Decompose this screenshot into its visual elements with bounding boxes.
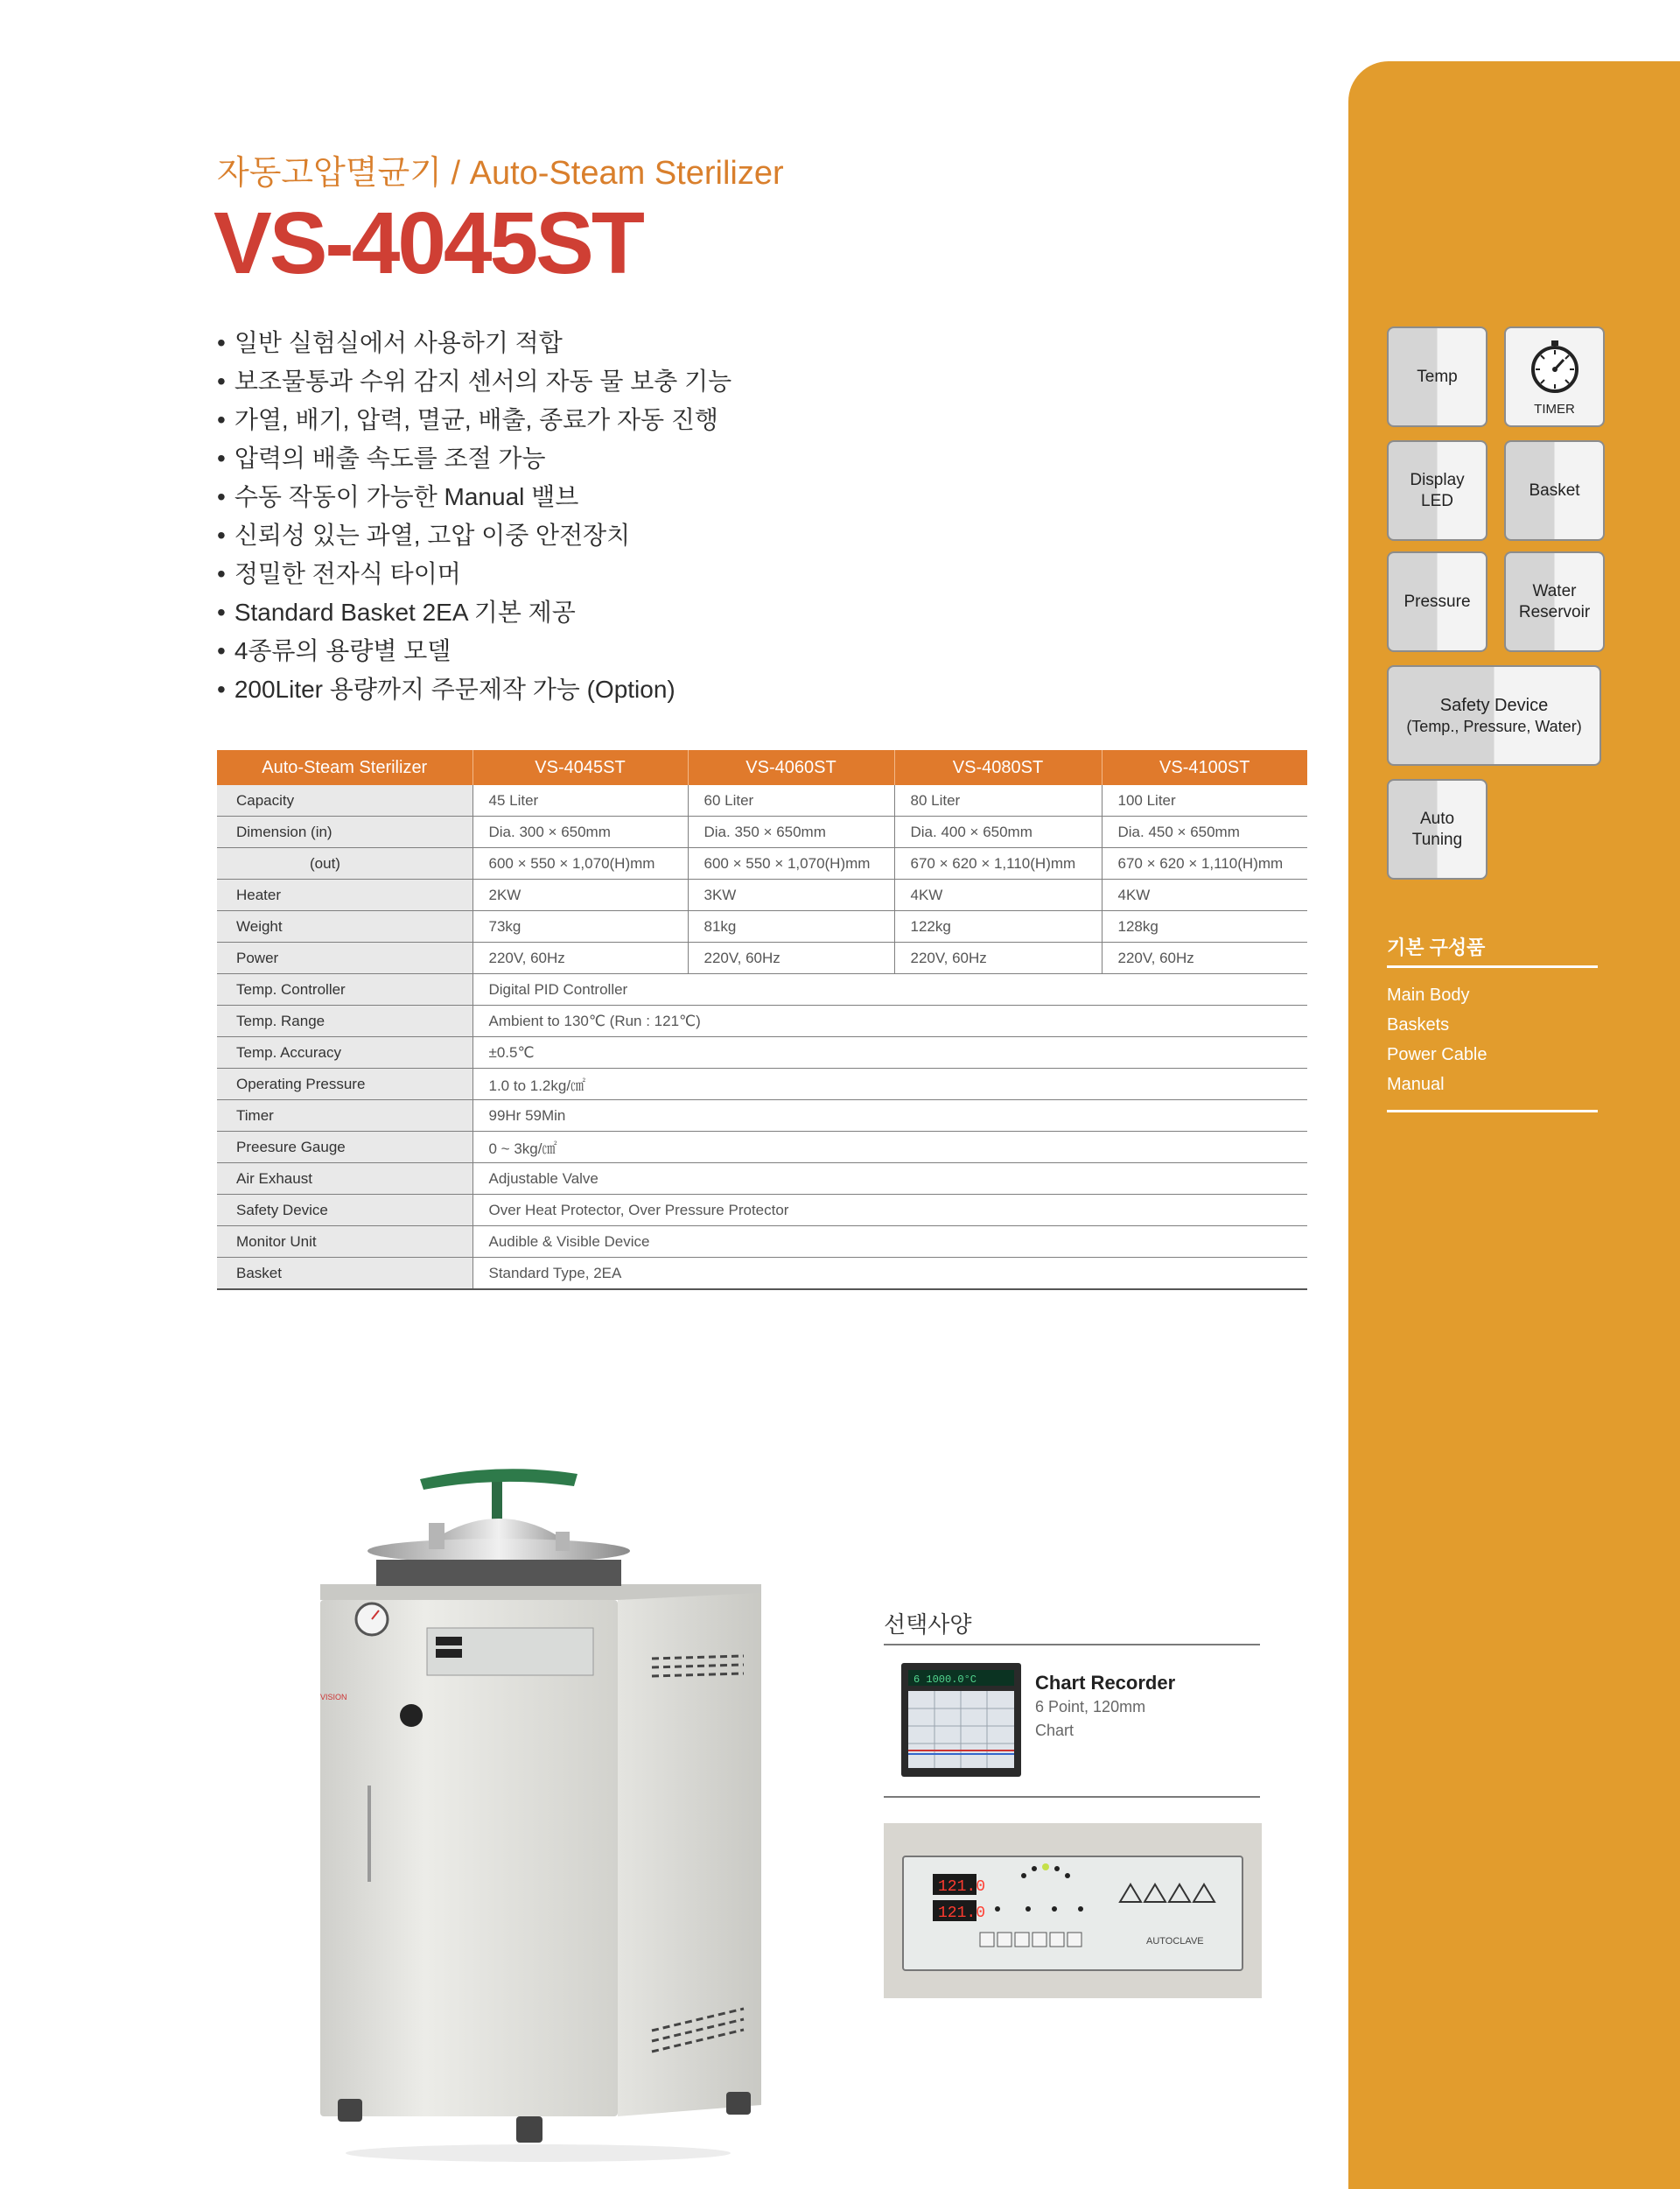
spec-cell: 4KW bbox=[1102, 880, 1307, 911]
spec-cell: Dia. 300 × 650mm bbox=[472, 817, 688, 848]
spec-cell: 600 × 550 × 1,070(H)mm bbox=[472, 848, 688, 880]
spec-cell: 220V, 60Hz bbox=[1102, 943, 1307, 974]
chart-recorder-desc: 6 Point, 120mm bbox=[1035, 1698, 1146, 1715]
stopwatch-icon bbox=[1529, 340, 1581, 393]
feature-item: • 일반 실험실에서 사용하기 적합 bbox=[217, 324, 732, 362]
feature-temp-icon bbox=[1387, 326, 1488, 427]
feature-item: • 가열, 배기, 압력, 멸균, 배출, 종료가 자동 진행 bbox=[217, 401, 732, 439]
spec-cell: 220V, 60Hz bbox=[472, 943, 688, 974]
model-title: VS-4045ST bbox=[214, 194, 642, 292]
spec-row bbox=[217, 911, 1307, 943]
spec-row-label: (out) bbox=[217, 848, 472, 880]
spec-row-label: Operating Pressure bbox=[217, 1069, 472, 1100]
spec-cell: 670 × 620 × 1,110(H)mm bbox=[1102, 848, 1307, 880]
panel-display-2: 121.0 bbox=[938, 1905, 986, 1922]
spec-cell: 99Hr 59Min bbox=[472, 1100, 1307, 1132]
chart-screen-text: 6 1000.0°C bbox=[914, 1673, 977, 1686]
spec-header-cell: Auto-Steam Sterilizer bbox=[217, 750, 472, 785]
spec-row-label: Timer bbox=[217, 1100, 472, 1132]
chart-recorder-image bbox=[901, 1663, 1021, 1777]
spec-row bbox=[217, 1226, 1307, 1258]
spec-row-label: Power bbox=[217, 943, 472, 974]
spec-row bbox=[217, 848, 1307, 880]
spec-cell: Dia. 400 × 650mm bbox=[894, 817, 1102, 848]
spec-cell: Audible & Visible Device bbox=[472, 1226, 1307, 1258]
spec-header-cell: VS-4100ST bbox=[1102, 750, 1307, 785]
spec-cell: Dia. 450 × 650mm bbox=[1102, 817, 1307, 848]
product-subtitle: 자동고압멸균기 / Auto-Steam Sterilizer bbox=[217, 155, 784, 192]
feature-water-label: Water bbox=[1532, 581, 1577, 600]
feature-safety-sublabel: (Temp., Pressure, Water) bbox=[1406, 717, 1582, 735]
feature-water-icon bbox=[1504, 551, 1605, 652]
spec-row-label: Basket bbox=[217, 1258, 472, 1290]
spec-cell: 4KW bbox=[894, 880, 1102, 911]
feature-list bbox=[217, 324, 732, 709]
spec-cell: 0 ~ 3kg/㎠ bbox=[472, 1132, 1307, 1163]
spec-row bbox=[217, 1195, 1307, 1226]
spec-cell: 600 × 550 × 1,070(H)mm bbox=[688, 848, 894, 880]
spec-header-cell: VS-4080ST bbox=[894, 750, 1102, 785]
spec-cell: Over Heat Protector, Over Pressure Protector bbox=[472, 1195, 1307, 1226]
parts-item: Manual bbox=[1387, 1075, 1445, 1094]
spec-cell: ±0.5℃ bbox=[472, 1037, 1307, 1069]
feature-basket-icon bbox=[1504, 440, 1605, 541]
spec-row-label: Monitor Unit bbox=[217, 1226, 472, 1258]
feature-timer-label: TIMER bbox=[1534, 402, 1575, 417]
feature-display-sublabel: LED bbox=[1421, 491, 1453, 510]
spec-row bbox=[217, 1037, 1307, 1069]
feature-water-sublabel: Reservoir bbox=[1518, 602, 1591, 621]
spec-row bbox=[217, 1069, 1307, 1100]
spec-row bbox=[217, 1163, 1307, 1195]
options-rule-top bbox=[884, 1644, 1260, 1645]
parts-item: Main Body bbox=[1387, 986, 1470, 1005]
feature-timer-icon bbox=[1504, 326, 1605, 427]
feature-temp-label: Temp bbox=[1417, 367, 1458, 386]
feature-pressure-label: Pressure bbox=[1404, 592, 1471, 611]
feature-display-label: Display bbox=[1410, 470, 1465, 489]
spec-cell: 2KW bbox=[472, 880, 688, 911]
spec-cell: 128kg bbox=[1102, 911, 1307, 943]
spec-cell: Digital PID Controller bbox=[472, 974, 1307, 1006]
feature-autotuning-icon bbox=[1387, 779, 1488, 880]
spec-cell: 220V, 60Hz bbox=[894, 943, 1102, 974]
spec-row-label: Weight bbox=[217, 911, 472, 943]
parts-item: Power Cable bbox=[1387, 1045, 1488, 1064]
parts-title: 기본 구성품 bbox=[1387, 937, 1486, 958]
spec-row-label: Heater bbox=[217, 880, 472, 911]
spec-row-label: Air Exhaust bbox=[217, 1163, 472, 1195]
spec-cell: Standard Type, 2EA bbox=[472, 1258, 1307, 1290]
options-rule-bottom bbox=[884, 1796, 1260, 1798]
spec-row bbox=[217, 1258, 1307, 1290]
spec-row-label: Capacity bbox=[217, 785, 472, 817]
feature-display-icon bbox=[1387, 440, 1488, 541]
feature-autotuning-label: Auto bbox=[1419, 809, 1455, 828]
spec-row-label: Temp. Controller bbox=[217, 974, 472, 1006]
feature-item: • 정밀한 전자식 타이머 bbox=[217, 555, 732, 593]
feature-item: • 압력의 배출 속도를 조절 가능 bbox=[217, 439, 732, 478]
parts-rule-top bbox=[1387, 965, 1598, 968]
feature-safety-label: Safety Device bbox=[1439, 695, 1549, 715]
spec-row-label: Temp. Accuracy bbox=[217, 1037, 472, 1069]
spec-row bbox=[217, 785, 1307, 817]
spec-cell: 122kg bbox=[894, 911, 1102, 943]
spec-table bbox=[217, 750, 1307, 1290]
feature-item: • 200Liter 용량까지 주문제작 가능 (Option) bbox=[217, 670, 732, 709]
feature-item: • 신뢰성 있는 과열, 고압 이중 안전장치 bbox=[217, 516, 732, 555]
spec-row-label: Preesure Gauge bbox=[217, 1132, 472, 1163]
spec-header-cell: VS-4045ST bbox=[472, 750, 688, 785]
feature-autotuning-sublabel: Tuning bbox=[1411, 830, 1463, 849]
spec-header-row bbox=[217, 750, 1307, 785]
spec-row bbox=[217, 880, 1307, 911]
feature-safety-icon bbox=[1387, 665, 1601, 766]
control-panel-image bbox=[884, 1823, 1262, 1998]
spec-cell: 73kg bbox=[472, 911, 688, 943]
spec-row bbox=[217, 974, 1307, 1006]
spec-cell: 60 Liter bbox=[688, 785, 894, 817]
spec-cell: 3KW bbox=[688, 880, 894, 911]
spec-row bbox=[217, 943, 1307, 974]
feature-pressure-icon bbox=[1387, 551, 1488, 652]
spec-row-label: Safety Device bbox=[217, 1195, 472, 1226]
spec-row-label: Dimension (in) bbox=[217, 817, 472, 848]
machine-brand-text: VISION bbox=[320, 1693, 347, 1701]
parts-item: Baskets bbox=[1387, 1015, 1450, 1035]
panel-display-1: 121.0 bbox=[938, 1878, 986, 1896]
spec-cell: 81kg bbox=[688, 911, 894, 943]
spec-cell: 100 Liter bbox=[1102, 785, 1307, 817]
spec-header-cell: VS-4060ST bbox=[688, 750, 894, 785]
parts-rule-bottom bbox=[1387, 1110, 1598, 1112]
spec-row bbox=[217, 817, 1307, 848]
feature-item: • 4종류의 용량별 모델 bbox=[217, 632, 732, 670]
spec-cell: 1.0 to 1.2kg/㎠ bbox=[472, 1069, 1307, 1100]
spec-cell: 220V, 60Hz bbox=[688, 943, 894, 974]
chart-recorder-desc: Chart bbox=[1035, 1722, 1074, 1739]
parts-list bbox=[1387, 980, 1488, 1099]
options-title: 선택사양 bbox=[884, 1611, 972, 1638]
spec-row bbox=[217, 1100, 1307, 1132]
panel-label: AUTOCLAVE bbox=[1146, 1936, 1204, 1947]
feature-item: • 수동 작동이 가능한 Manual 밸브 bbox=[217, 478, 732, 516]
spec-cell: Ambient to 130℃ (Run : 121℃) bbox=[472, 1006, 1307, 1037]
spec-row bbox=[217, 1132, 1307, 1163]
spec-cell: 80 Liter bbox=[894, 785, 1102, 817]
chart-recorder-name: Chart Recorder bbox=[1035, 1672, 1176, 1694]
spec-cell: Adjustable Valve bbox=[472, 1163, 1307, 1195]
spec-cell: 670 × 620 × 1,110(H)mm bbox=[894, 848, 1102, 880]
spec-cell: Dia. 350 × 650mm bbox=[688, 817, 894, 848]
spec-row bbox=[217, 1006, 1307, 1037]
feature-item: • Standard Basket 2EA 기본 제공 bbox=[217, 593, 732, 632]
feature-basket-label: Basket bbox=[1529, 481, 1580, 500]
feature-item: • 보조물통과 수위 감지 센서의 자동 물 보충 기능 bbox=[217, 362, 732, 401]
sterilizer-image bbox=[289, 1462, 788, 2162]
spec-cell: 45 Liter bbox=[472, 785, 688, 817]
spec-row-label: Temp. Range bbox=[217, 1006, 472, 1037]
